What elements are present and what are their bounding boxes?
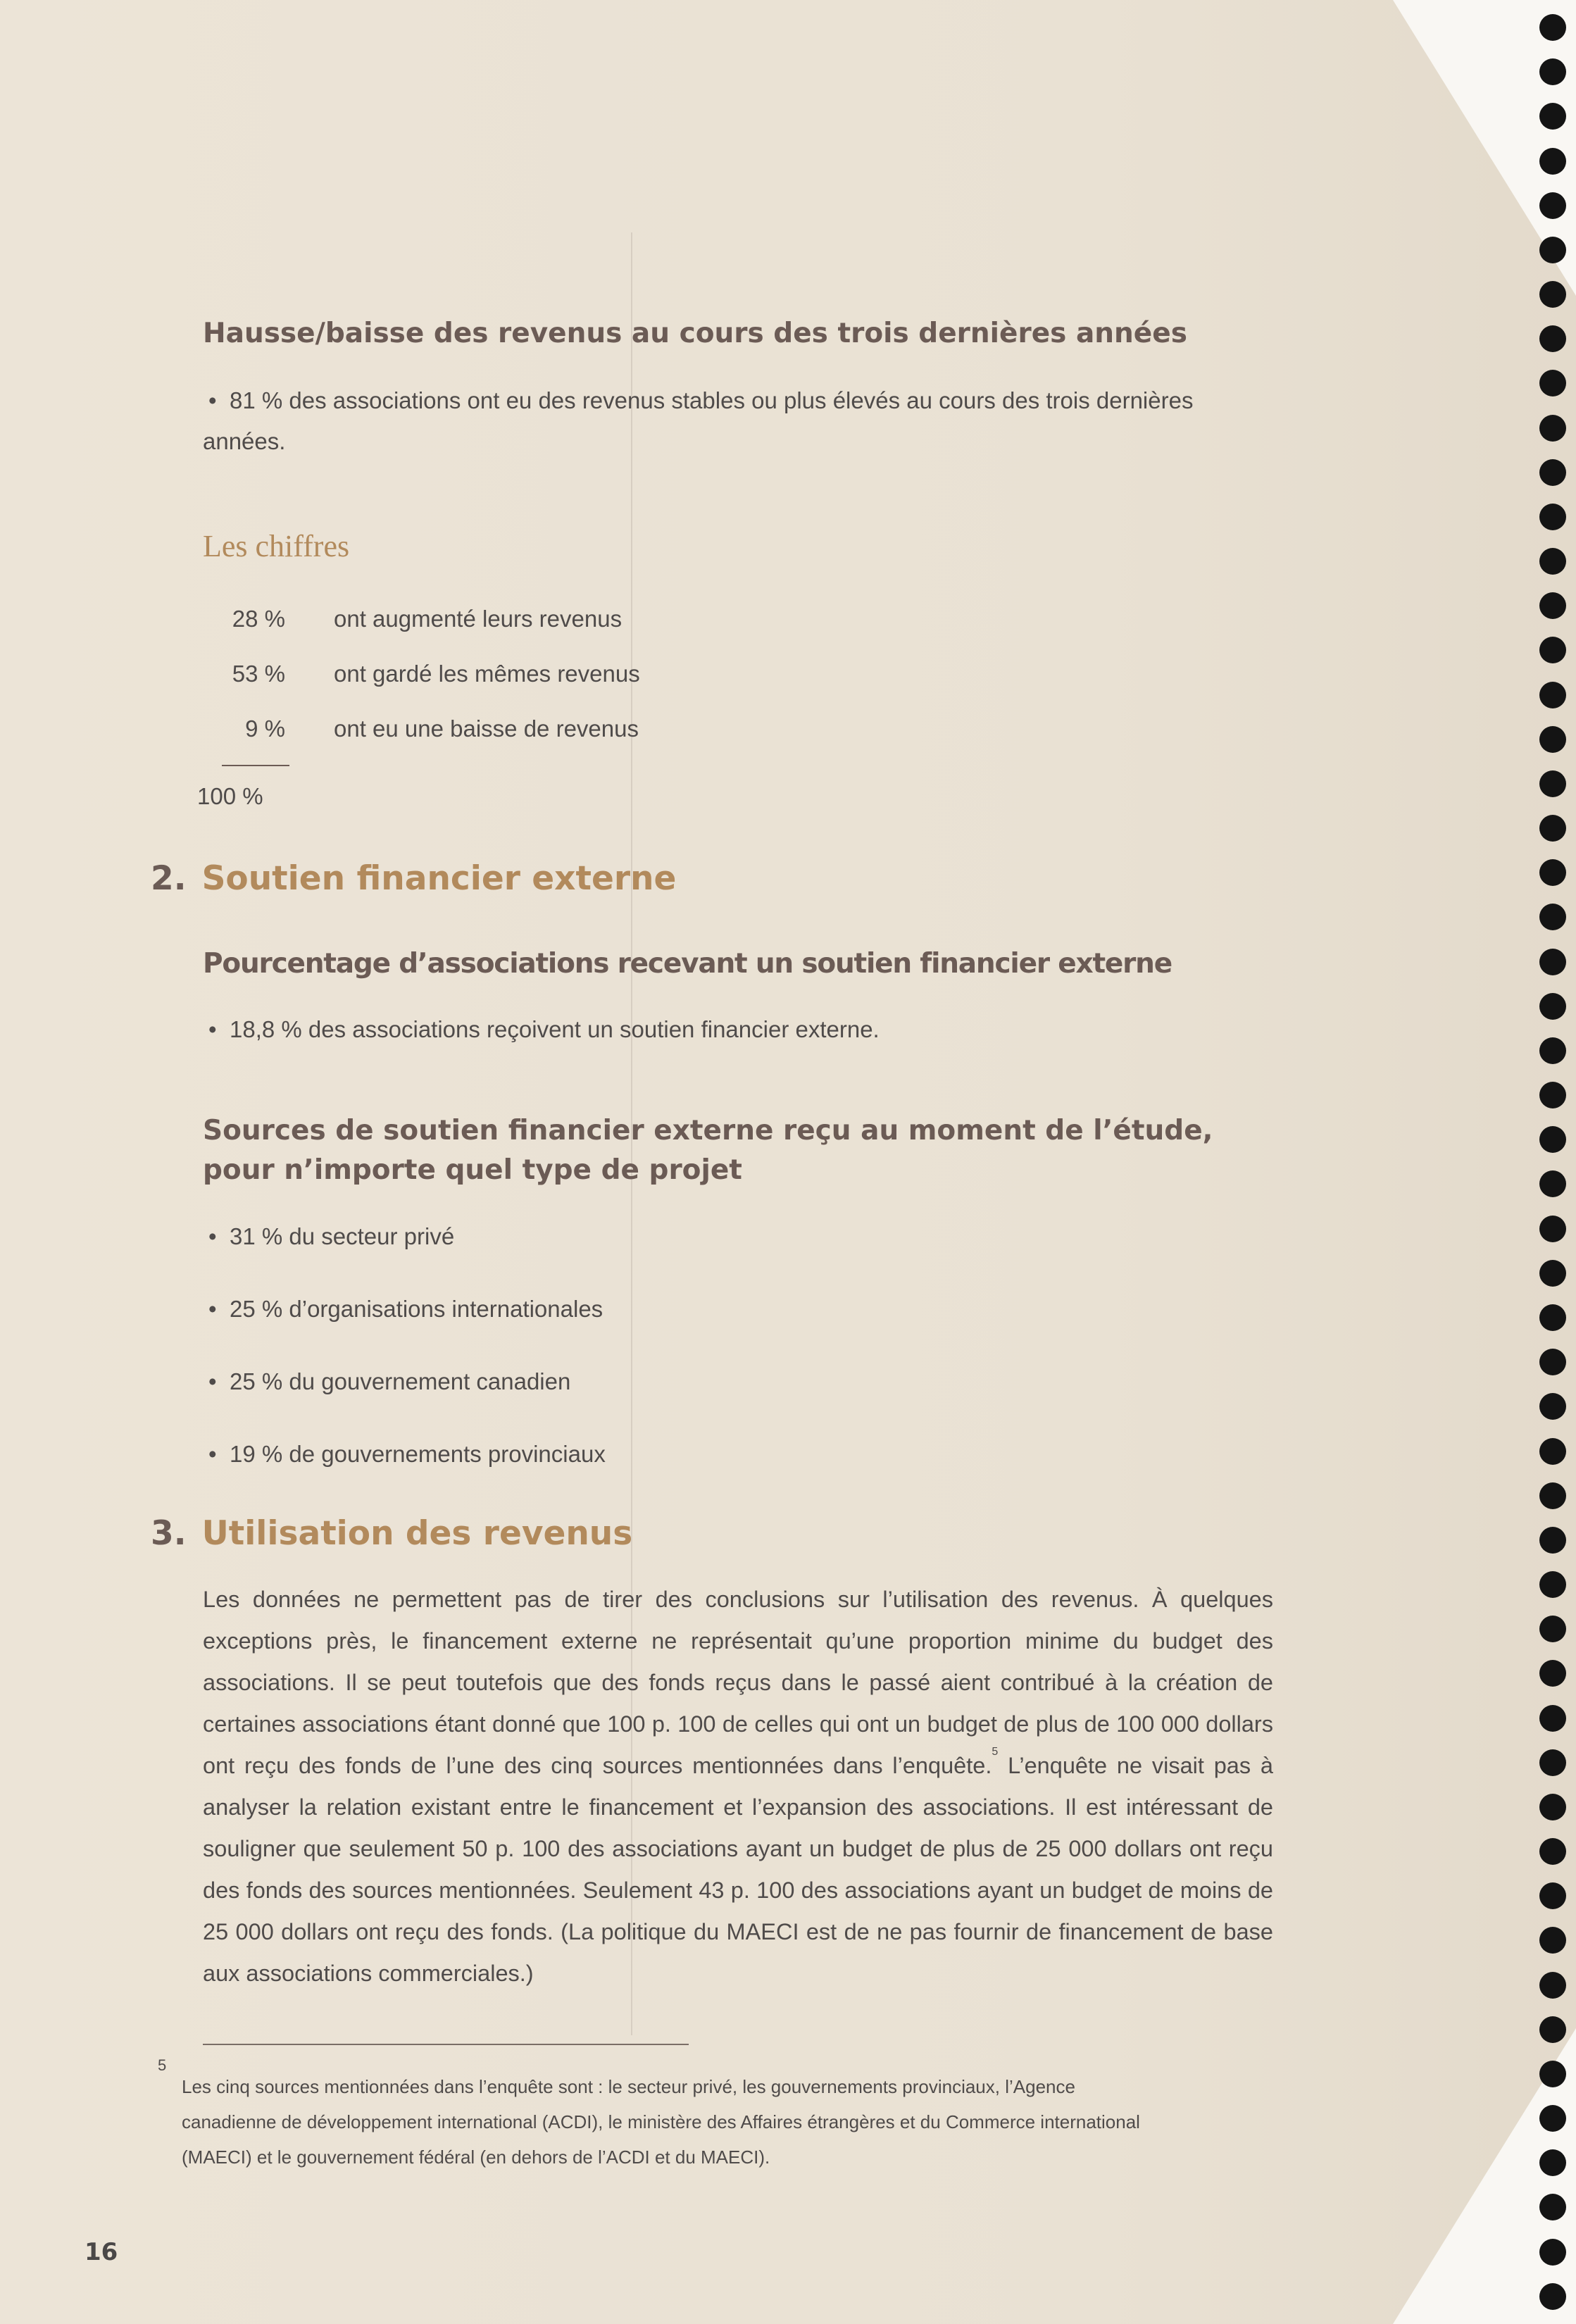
figure-pct: 28 % bbox=[232, 606, 285, 632]
bullet-external-support bbox=[203, 1009, 880, 1050]
section-3-heading bbox=[151, 1513, 632, 1555]
binding-hole bbox=[1539, 2061, 1566, 2087]
figures-title: Les chiffres bbox=[203, 529, 350, 563]
page-number: 16 bbox=[85, 2238, 118, 2266]
binding-hole bbox=[1539, 2105, 1566, 2132]
binding-hole bbox=[1539, 1794, 1566, 1820]
binding-hole bbox=[1539, 1705, 1566, 1732]
binding-hole bbox=[1539, 1527, 1566, 1554]
sources-heading-line1: Sources de soutien financier externe reçu au moment de l’étude, bbox=[203, 1115, 1213, 1147]
figure-total: 100 % bbox=[197, 783, 263, 809]
binding-hole bbox=[1539, 1170, 1566, 1197]
binding-hole bbox=[1539, 637, 1566, 663]
binding-hole bbox=[1539, 1082, 1566, 1108]
bullet-icon: • bbox=[208, 1223, 217, 1249]
binding-hole bbox=[1539, 859, 1566, 886]
binding-hole bbox=[1539, 1304, 1566, 1331]
source-text: 19 % de gouvernements provinciaux bbox=[230, 1441, 606, 1467]
source-item bbox=[203, 1289, 603, 1330]
binding-hole bbox=[1539, 1438, 1566, 1465]
binding-hole bbox=[1539, 325, 1566, 352]
external-support-heading: Pourcentage d’associations recevant un soutien financier externe bbox=[203, 948, 1172, 980]
binding-hole bbox=[1539, 1616, 1566, 1642]
footnote-rule bbox=[203, 2044, 689, 2045]
total-rule bbox=[222, 765, 289, 766]
binding-hole bbox=[1539, 815, 1566, 842]
binding-hole bbox=[1539, 237, 1566, 263]
source-item bbox=[203, 1216, 454, 1257]
bullet-text: 81 % des associations ont eu des revenus stables ou plus élevés au cours des trois dernières années. bbox=[203, 387, 1194, 454]
binding-hole bbox=[1539, 415, 1566, 442]
binding-hole bbox=[1539, 2016, 1566, 2043]
bullet-icon: • bbox=[208, 1016, 217, 1042]
binding-hole bbox=[1539, 14, 1566, 41]
binding-hole bbox=[1539, 904, 1566, 930]
binding-hole bbox=[1539, 548, 1566, 575]
figure-pct: 9 % bbox=[245, 716, 285, 742]
binding-hole bbox=[1539, 148, 1566, 175]
binding-hole bbox=[1539, 2149, 1566, 2176]
binding-hole bbox=[1539, 2283, 1566, 2310]
binding-hole bbox=[1539, 504, 1566, 530]
section-title: Utilisation des revenus bbox=[201, 1514, 633, 1553]
footnote-reference[interactable]: 5 bbox=[992, 1746, 999, 1758]
bullet-icon: • bbox=[208, 1296, 217, 1322]
bullet-icon: • bbox=[208, 1441, 217, 1467]
binding-hole bbox=[1539, 993, 1566, 1020]
binding-hole bbox=[1539, 1216, 1566, 1242]
binding-hole bbox=[1539, 1927, 1566, 1954]
binding-hole bbox=[1539, 103, 1566, 130]
binding-hole bbox=[1539, 1349, 1566, 1375]
bullet-icon: • bbox=[208, 1368, 217, 1394]
section-3-body bbox=[203, 1579, 1273, 1994]
binding-hole bbox=[1539, 1660, 1566, 1687]
binding-hole bbox=[1539, 1972, 1566, 1999]
source-item bbox=[203, 1434, 606, 1475]
sources-heading-line2: pour n’importe quel type de projet bbox=[203, 1154, 742, 1186]
section-number: 2. bbox=[151, 859, 187, 898]
binding-hole bbox=[1539, 459, 1566, 486]
binding-holes bbox=[1539, 14, 1570, 2310]
binding-hole bbox=[1539, 770, 1566, 797]
binding-hole bbox=[1539, 726, 1566, 753]
binding-hole bbox=[1539, 2239, 1566, 2266]
body-paragraph-part2: L’enquête ne visait pas à analyser la relation existant entre le financement et l’expansion des associations. Il est intéressant de souligner que seulement 50 p. 100 des associations ayant un budget de plus de 25 000 dollars ont reçu des fonds des sources mentionnées. Seulement 43 p. 100 des associations ayant un budget de moins de 25 000 dollars ont reçu des fonds. (La politique du MAECI est de ne pas fournir de financement de base aux associations commerciales.) bbox=[203, 1753, 1273, 1986]
binding-hole bbox=[1539, 1037, 1566, 1064]
binding-hole bbox=[1539, 1838, 1566, 1865]
binding-hole bbox=[1539, 1126, 1566, 1153]
bullet-text: 18,8 % des associations reçoivent un soutien financier externe. bbox=[230, 1016, 880, 1042]
figure-label: ont gardé les mêmes revenus bbox=[334, 661, 640, 687]
binding-hole bbox=[1539, 192, 1566, 219]
binding-hole bbox=[1539, 1393, 1566, 1420]
bullet-icon: • bbox=[208, 387, 217, 413]
section-title: Soutien financier externe bbox=[201, 859, 677, 898]
footnote-number: 5 bbox=[158, 2056, 167, 2074]
revenue-change-heading: Hausse/baisse des revenus au cours des trois dernières années bbox=[203, 318, 1187, 349]
footnote-text: Les cinq sources mentionnées dans l’enquête sont : le secteur privé, les gouvernements provinciaux, l’Agence canadienne de développement international (ACDI), le ministère des Affaires étrangères et du Commerce international (MAECI) et le gouvernement fédéral (en dehors de l’ACDI et du MAECI). bbox=[182, 2076, 1140, 2168]
section-2-heading bbox=[151, 858, 676, 900]
binding-hole bbox=[1539, 592, 1566, 619]
source-text: 25 % d’organisations internationales bbox=[230, 1296, 603, 1322]
figure-label: ont augmenté leurs revenus bbox=[334, 606, 623, 632]
binding-hole bbox=[1539, 1749, 1566, 1776]
bullet-stable-revenue bbox=[203, 380, 1210, 462]
binding-hole bbox=[1539, 1260, 1566, 1287]
binding-hole bbox=[1539, 2194, 1566, 2220]
binding-hole bbox=[1539, 1571, 1566, 1598]
binding-hole bbox=[1539, 58, 1566, 85]
binding-hole bbox=[1539, 281, 1566, 308]
source-item bbox=[203, 1361, 570, 1402]
source-text: 31 % du secteur privé bbox=[230, 1223, 455, 1249]
body-paragraph-part1: Les données ne permettent pas de tirer des conclusions sur l’utilisation des revenus. À quelques exceptions près, le financement externe ne représentait qu’une proportion minime du budget des associations. Il se peut toutefois que des fonds reçus dans le passé aient contribué à la création de certaines associations étant donné que 100 p. 100 de celles qui ont un budget de plus de 100 000 dollars ont reçu des fonds de l’une des cinq sources mentionnées dans l’enquête. bbox=[203, 1587, 1273, 1778]
figure-label: ont eu une baisse de revenus bbox=[334, 716, 639, 742]
binding-hole bbox=[1539, 370, 1566, 396]
binding-hole bbox=[1539, 1482, 1566, 1509]
section-number: 3. bbox=[151, 1514, 187, 1553]
figure-pct: 53 % bbox=[232, 661, 285, 687]
source-text: 25 % du gouvernement canadien bbox=[230, 1368, 571, 1394]
binding-hole bbox=[1539, 1882, 1566, 1909]
binding-hole bbox=[1539, 682, 1566, 708]
binding-hole bbox=[1539, 949, 1566, 975]
